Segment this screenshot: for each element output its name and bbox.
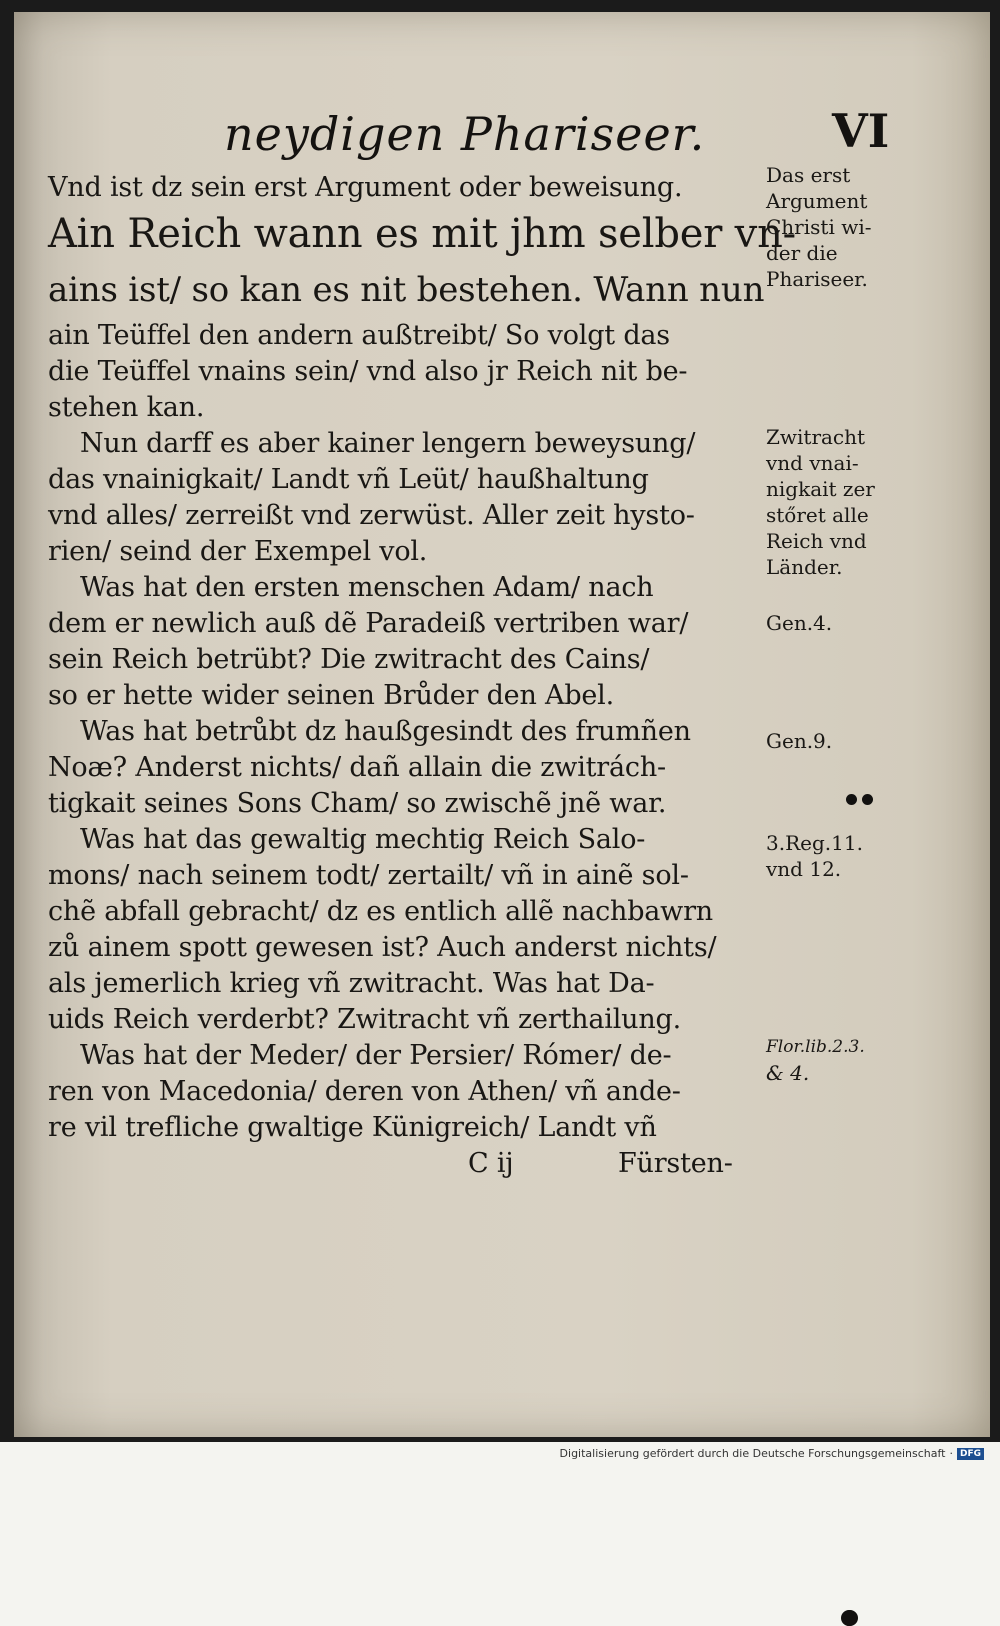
text-line: ains ist/ so kan es nit bestehen. Wann nun bbox=[48, 270, 765, 310]
margin-note-line: Gen.4. bbox=[766, 611, 833, 635]
footer-text: Digitalisierung gefördert durch die Deutsche Forschungsgemeinschaft bbox=[559, 1447, 946, 1460]
margin-note-line: Das erst bbox=[766, 163, 851, 187]
text-line: Was hat der Meder/ der Persier/ Rómer/ de- bbox=[80, 1040, 672, 1071]
margin-note-line: Christi wi- bbox=[766, 215, 872, 239]
text-line: mons/ nach seinem todt/ zertailt/ vñ in ainẽ sol- bbox=[48, 860, 689, 891]
ink-dot bbox=[846, 794, 857, 805]
margin-note bbox=[766, 830, 863, 882]
margin-note-line: vnd vnai- bbox=[766, 451, 859, 475]
ink-dot bbox=[862, 794, 873, 805]
text-line: chẽ abfall gebracht/ dz es entlich allẽ nachbawrn bbox=[48, 896, 713, 927]
text-line: Was hat das gewaltig mechtig Reich Salo- bbox=[80, 824, 646, 855]
text-line: Was hat betrůbt dz haußgesindt des frumñen bbox=[80, 716, 691, 747]
margin-note-line: der die bbox=[766, 241, 838, 265]
text-line: Ain Reich wann es mit jhm selber vn- bbox=[48, 211, 796, 257]
text-line: zů ainem spott gewesen ist? Auch anderst nichts/ bbox=[48, 932, 717, 963]
margin-note bbox=[766, 610, 832, 636]
text-line: dem er newlich auß dẽ Paradeiß vertriben war/ bbox=[48, 608, 689, 639]
text-line: sein Reich betrübt? Die zwitracht des Cains/ bbox=[48, 644, 650, 675]
margin-note-line: & 4. bbox=[766, 1061, 810, 1085]
footer: Digitalisierung gefördert durch die Deutsche Forschungsgemeinschaft · DFG bbox=[560, 1447, 984, 1460]
text-line: stehen kan. bbox=[48, 392, 205, 423]
margin-note-line: Argument bbox=[766, 189, 868, 213]
text-line: Noæ? Anderst nichts/ dañ allain die zwitrách- bbox=[48, 752, 666, 783]
book-page bbox=[14, 12, 990, 1437]
catchword: Fürsten- bbox=[618, 1148, 733, 1179]
dfg-logo: DFG bbox=[957, 1448, 984, 1460]
text-line: das vnainigkait/ Landt vñ Leüt/ haußhaltung bbox=[48, 464, 649, 495]
body-text bbox=[48, 170, 796, 1182]
folio-number: VI bbox=[832, 104, 890, 158]
text-line: so er hette wider seinen Brůder den Abel. bbox=[48, 680, 614, 711]
margin-note-line: Flor.lib.2.3. bbox=[766, 1037, 865, 1057]
catchline bbox=[48, 1146, 768, 1182]
margin-note-line: Zwitracht bbox=[766, 425, 866, 449]
margin-note-line: nigkait zer bbox=[766, 477, 875, 501]
text-line: vnd alles/ zerreißt vnd zerwüst. Aller zeit hysto- bbox=[48, 500, 695, 531]
text-line: re vil trefliche gwaltige Künigreich/ Landt vñ bbox=[48, 1112, 657, 1143]
text-line: Was hat den ersten menschen Adam/ nach bbox=[80, 572, 654, 603]
margin-note-line: stőret alle bbox=[766, 503, 869, 527]
signature-mark: C ij bbox=[468, 1148, 514, 1179]
running-title: neydigen Phariseer. bbox=[224, 107, 706, 161]
margin-note-line: Länder. bbox=[766, 555, 843, 579]
margin-note bbox=[766, 1034, 865, 1086]
text-line: rien/ seind der Exempel vol. bbox=[48, 536, 428, 567]
margin-note bbox=[766, 162, 871, 292]
text-line: Nun darff es aber kainer lengern beweysung/ bbox=[80, 428, 696, 459]
margin-note-line: Reich vnd bbox=[766, 529, 867, 553]
ink-dot bbox=[841, 1610, 857, 1626]
margin-note-line: vnd 12. bbox=[766, 857, 842, 881]
text-line: die Teüffel vnains sein/ vnd also jr Reich nit be- bbox=[48, 356, 688, 387]
margin-note-line: Gen.9. bbox=[766, 729, 833, 753]
margin-note bbox=[766, 728, 832, 754]
text-line: Vnd ist dz sein erst Argument oder beweisung. bbox=[48, 172, 683, 203]
text-line: ain Teüffel den andern außtreibt/ So volgt das bbox=[48, 320, 670, 351]
margin-note-line: 3.Reg.11. bbox=[766, 831, 863, 855]
text-line: als jemerlich krieg vñ zwitracht. Was hat Da- bbox=[48, 968, 655, 999]
margin-note bbox=[766, 424, 875, 580]
text-line: tigkait seines Sons Cham/ so zwischẽ jnẽ war. bbox=[48, 788, 667, 819]
text-line: uids Reich verderbt? Zwitracht vñ zerthailung. bbox=[48, 1004, 681, 1035]
margin-note-line: Phariseer. bbox=[766, 267, 868, 291]
text-line: ren von Macedonia/ deren von Athen/ vñ ande- bbox=[48, 1076, 681, 1107]
